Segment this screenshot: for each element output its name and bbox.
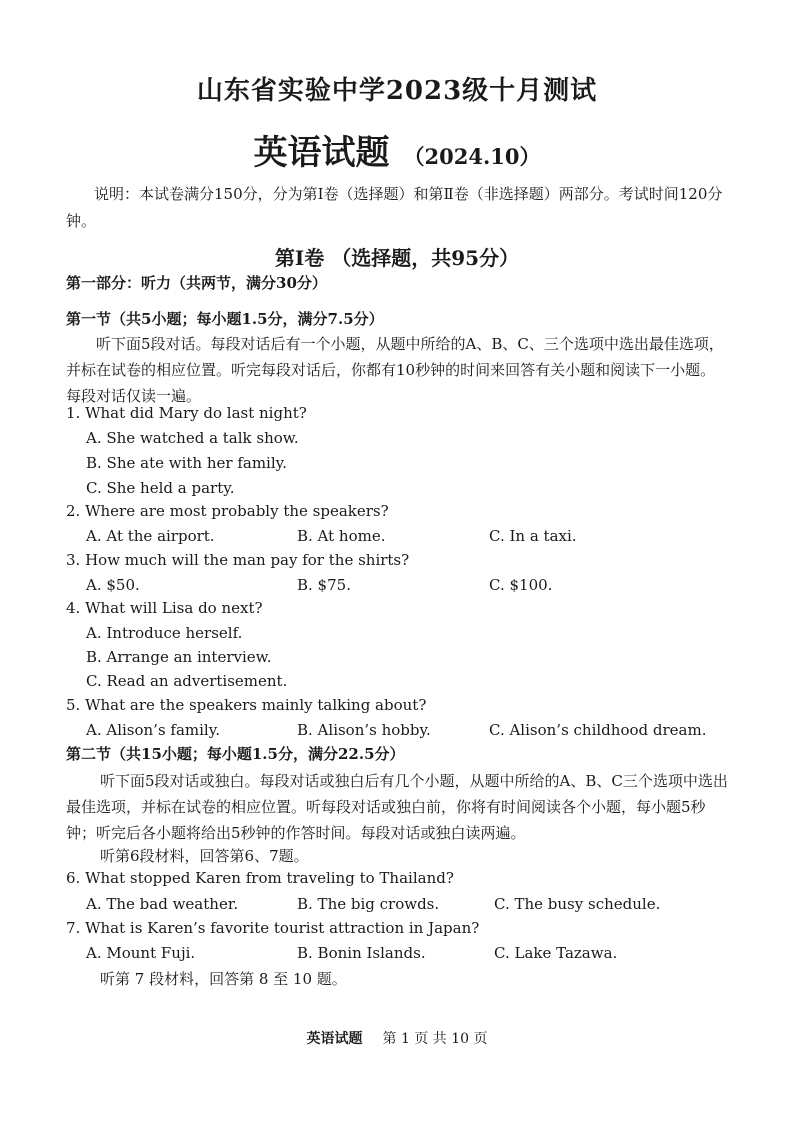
question-3-option-b: B. $75.	[297, 576, 351, 594]
question-1-option-c: C. She held a party.	[86, 479, 235, 497]
question-5-option-a: A. Alison’s family.	[86, 721, 220, 739]
question-2-option-b: B. At home.	[297, 527, 386, 545]
exam-subject-title	[0, 125, 794, 174]
material-6-note: 听第6段材料，回答第6、7题。	[100, 847, 309, 865]
question-5: 5. What are the speakers mainly talking about?	[66, 696, 427, 714]
question-4-option-a: A. Introduce herself.	[86, 624, 243, 642]
material-7-note: 听第 7 段材料，回答第 8 至 10 题。	[100, 970, 347, 988]
question-2: 2. Where are most probably the speakers?	[66, 502, 389, 520]
question-6-option-c: C. The busy schedule.	[494, 895, 661, 913]
section2-heading: 第二节（共15小题；每小题1.5分，满分22.5分）	[66, 745, 405, 763]
question-6-option-b: B. The big crowds.	[297, 895, 440, 913]
page-footer	[0, 1028, 794, 1048]
question-6-option-a: A. The bad weather.	[86, 895, 239, 913]
exam-instructions: 说明：本试卷满分150分，分为第Ⅰ卷（选择题）和第Ⅱ卷（非选择题）两部分。考试时间120分钟。	[66, 185, 723, 230]
question-1-option-b: B. She ate with her family.	[86, 454, 287, 472]
question-3-option-a: A. $50.	[86, 576, 140, 594]
footer-subject: 英语试题	[306, 1031, 363, 1047]
question-3: 3. How much will the man pay for the shirts?	[66, 551, 410, 569]
question-4: 4. What will Lisa do next?	[66, 599, 263, 617]
question-5-option-c: C. Alison’s childhood dream.	[489, 721, 707, 739]
footer-page-number: 第 1 页 共 10 页	[382, 1031, 488, 1047]
question-7-option-c: C. Lake Tazawa.	[494, 944, 618, 962]
exam-date: （2024.10）	[403, 144, 541, 169]
subject-title-text: 英语试题	[253, 133, 390, 173]
question-1-option-a: A. She watched a talk show.	[86, 429, 299, 447]
section2-directions: 听下面5段对话或独白。每段对话或独白后有几个小题，从题中所给的A、B、C三个选项中选出最佳选项，并标在试卷的相应位置。听每段对话或独白前，你将有时间阅读各个小题，每小题5秒钟；听完后各小题将给出5秒钟的作答时间。每段对话或独白读两遍。	[66, 772, 728, 842]
question-3-option-c: C. $100.	[489, 576, 553, 594]
question-2-option-a: A. At the airport.	[86, 527, 215, 545]
question-7-option-b: B. Bonin Islands.	[297, 944, 426, 962]
question-1: 1. What did Mary do last night?	[66, 404, 307, 422]
question-4-option-c: C. Read an advertisement.	[86, 672, 288, 690]
question-5-option-b: B. Alison’s hobby.	[297, 721, 431, 739]
section1-heading: 第一节（共5小题；每小题1.5分，满分7.5分）	[66, 310, 384, 328]
section1-directions: 听下面5段对话。每段对话后有一个小题，从题中所给的A、B、C、三个选项中选出最佳选项，并标在试卷的相应位置。听完每段对话后，你都有10秒钟的时间来回答有关小题和阅读下一小题。每段对话仅读一遍。	[66, 335, 724, 405]
volume-title: 第Ⅰ卷 （选择题，共95分）	[274, 246, 520, 270]
question-2-option-c: C. In a taxi.	[489, 527, 577, 545]
part1-title: 第一部分：听力（共两节，满分30分）	[66, 274, 327, 292]
exam-school-title: 山东省实验中学2023级十月测试	[196, 76, 598, 106]
question-7: 7. What is Karen’s favorite tourist attraction in Japan?	[66, 919, 480, 937]
question-7-option-a: A. Mount Fuji.	[86, 944, 196, 962]
question-4-option-b: B. Arrange an interview.	[86, 648, 272, 666]
question-6: 6. What stopped Karen from traveling to Thailand?	[66, 869, 454, 887]
